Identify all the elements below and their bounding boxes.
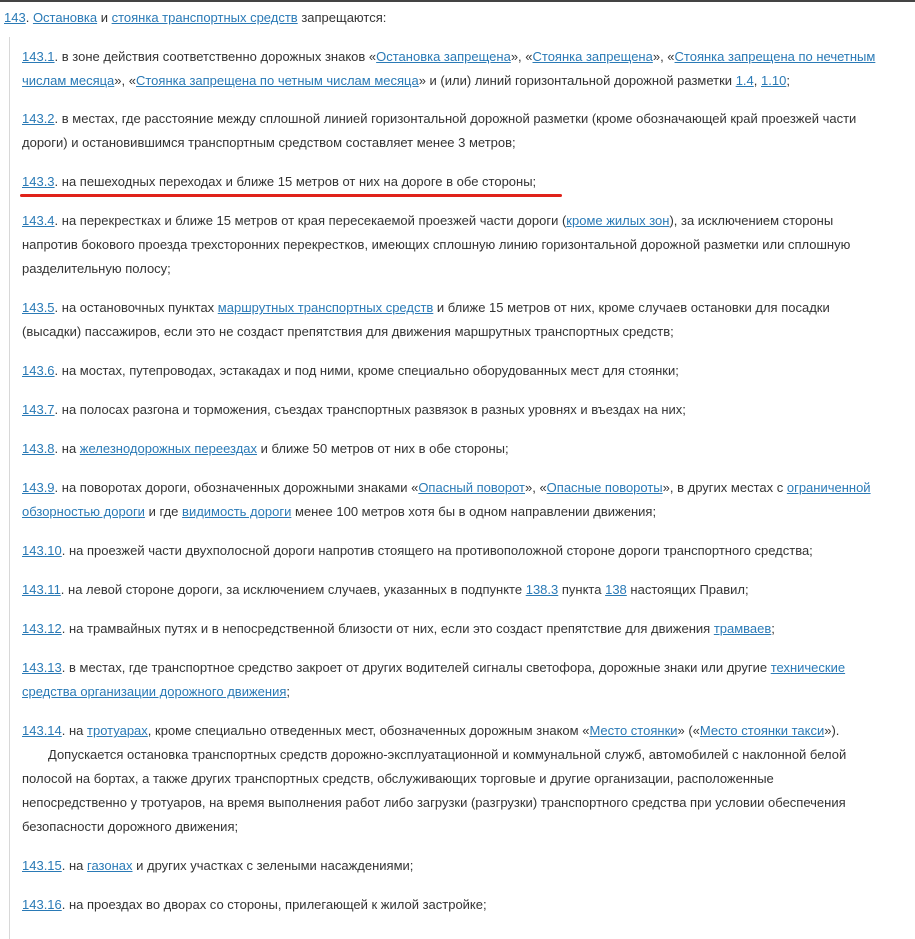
clause-link-143-16[interactable]: 143.16 — [22, 897, 62, 912]
text: », « — [510, 49, 533, 64]
subclause-143-14-exception: Допускается остановка транспортных средств дорожно-эксплуатационной и коммунальной служб, автомобилей с наклонной белой полосой на бортах, а также других транспортных средств, обслуживающих торговые и другие организации, расположенные непосредственно у тротуаров, на время выполнения работ либо загрузки (разгрузки) транспортного средства при условии обеспечения безопасности дорожного движения; — [22, 747, 847, 834]
clause-link-143-1[interactable]: 143.1 — [22, 49, 55, 64]
subclause-143-13 — [22, 656, 880, 704]
clause-link-143-6[interactable]: 143.6 — [22, 363, 55, 378]
text: настоящих Правил; — [626, 582, 749, 597]
subclause-143-10 — [22, 539, 880, 563]
clause-link-143-8[interactable]: 143.8 — [22, 441, 55, 456]
link-trams[interactable]: трамваев — [713, 621, 772, 636]
text: пункта — [558, 582, 606, 597]
text: и ближе 15 метров от них, кроме случаев остановки для посадки (высадки) пассажиров, если это не создаст препятствия для движения маршрутных транспортных средств; — [22, 300, 830, 339]
link-route-vehicles[interactable]: маршрутных транспортных средств — [217, 300, 434, 315]
text: . на полосах разгона и торможения, съездах транспортных развязок в разных уровнях и въездах на них; — [54, 402, 686, 417]
subclause-143-16 — [22, 893, 880, 917]
subclause-143-8 — [22, 437, 880, 461]
text: ; — [771, 621, 775, 636]
text: ; — [786, 73, 790, 88]
text: . на — [61, 858, 88, 873]
subclause-143-2 — [22, 107, 880, 155]
text: запрещаются: — [297, 10, 387, 25]
subclause-143-12 — [22, 617, 880, 641]
link-sign-no-parking-odd[interactable]: Стоянка запрещена по нечетным числам месяца — [22, 49, 876, 88]
text: . в местах, где расстояние между сплошной линией горизонтальной дорожной разметки (кроме обозначающей край проезжей части дороги) и остановившимся транспортным средством составляет менее 3 метров; — [22, 111, 857, 150]
text: и — [97, 10, 112, 25]
clause-link-143-3[interactable]: 143.3 — [22, 174, 55, 189]
red-highlight-underline — [20, 194, 562, 197]
text: . в местах, где транспортное средство закроет от других водителей сигналы светофора, дорожные знаки или другие — [61, 660, 771, 675]
link-except-living-zones[interactable]: кроме жилых зон — [566, 213, 670, 228]
text: . в зоне действия соответственно дорожных знаков « — [54, 49, 377, 64]
clause-link-143-5[interactable]: 143.5 — [22, 300, 55, 315]
subclause-143-7 — [22, 398, 880, 422]
top-border — [0, 0, 915, 2]
text: менее 100 метров хотя бы в одном направлении движения; — [291, 504, 657, 519]
link-marking-1-10[interactable]: 1.10 — [761, 73, 787, 88]
subclause-143-15 — [22, 854, 880, 878]
link-clause-138[interactable]: 138 — [605, 582, 627, 597]
text: . на мостах, путепроводах, эстакадах и под ними, кроме специально оборудованных мест для стоянки; — [54, 363, 679, 378]
subclause-143-11 — [22, 578, 880, 602]
link-sign-no-stopping[interactable]: Остановка запрещена — [376, 49, 511, 64]
link-sign-dangerous-turn[interactable]: Опасный поворот — [418, 480, 525, 495]
text: . на перекрестках и ближе 15 метров от края пересекаемой проезжей части дороги ( — [54, 213, 567, 228]
text: . на трамвайных путях и в непосредственной близости от них, если это создаст препятствие для движения — [61, 621, 714, 636]
subclause-143-5 — [22, 296, 880, 344]
clause-link-143-15[interactable]: 143.15 — [22, 858, 62, 873]
subclause-list — [9, 37, 890, 939]
text: » и (или) линий горизонтальной дорожной разметки — [418, 73, 736, 88]
clause-link-143-13[interactable]: 143.13 — [22, 660, 62, 675]
subclause-143-3 — [22, 170, 880, 194]
link-subclause-138-3[interactable]: 138.3 — [525, 582, 559, 597]
link-railway-crossings[interactable]: железнодорожных переездах — [79, 441, 258, 456]
link-sidewalks[interactable]: тротуарах — [87, 723, 148, 738]
text: , — [753, 73, 761, 88]
link-sign-dangerous-turns[interactable]: Опасные повороты — [546, 480, 663, 495]
link-sign-parking-place[interactable]: Место стоянки — [589, 723, 678, 738]
text: », в других местах с — [662, 480, 787, 495]
link-limited-visibility[interactable]: ограниченной обзорностью дороги — [22, 480, 871, 519]
paragraph-143-heading — [4, 9, 386, 27]
text: . на проездах во дворах со стороны, прилегающей к жилой застройке; — [61, 897, 487, 912]
text: . на пешеходных переходах и ближе 15 метров от них на дороге в обе стороны; — [54, 174, 537, 189]
link-sign-no-parking[interactable]: Стоянка запрещена — [532, 49, 653, 64]
text: », « — [114, 73, 136, 88]
subclause-143-14 — [22, 719, 880, 839]
text: . на остановочных пунктах — [54, 300, 218, 315]
clause-link-143[interactable]: 143 — [4, 10, 26, 25]
link-traffic-control-means[interactable]: технические средства организации дорожного движения — [22, 660, 846, 699]
text: . на левой стороне дороги, за исключением случаев, указанных в подпункте — [60, 582, 526, 597]
subclause-143-4 — [22, 209, 880, 281]
link-road-visibility[interactable]: видимость дороги — [182, 504, 292, 519]
text: », « — [652, 49, 675, 64]
text: », « — [524, 480, 547, 495]
text: . — [25, 10, 33, 25]
text: и других участках с зелеными насаждениями; — [132, 858, 414, 873]
text: и где — [144, 504, 183, 519]
clause-link-143-14[interactable]: 143.14 — [22, 723, 62, 738]
clause-link-143-9[interactable]: 143.9 — [22, 480, 55, 495]
link-lawns[interactable]: газонах — [87, 858, 133, 873]
link-parking[interactable]: стоянка транспортных средств — [111, 10, 298, 25]
clause-link-143-10[interactable]: 143.10 — [22, 543, 62, 558]
text: ), за исключением стороны напротив бокового проезда трехсторонних перекрестков, имеющих сплошную линию горизонтальной дорожной разметки или сплошную разделительную полосу; — [22, 213, 851, 276]
subclause-143-6 — [22, 359, 880, 383]
link-stop[interactable]: Остановка — [32, 10, 98, 25]
clause-link-143-2[interactable]: 143.2 — [22, 111, 55, 126]
clause-link-143-11[interactable]: 143.11 — [22, 582, 61, 597]
text: » (« — [677, 723, 700, 738]
text: ; — [286, 684, 290, 699]
link-marking-1-4[interactable]: 1.4 — [735, 73, 754, 88]
text: . на — [61, 723, 88, 738]
clause-link-143-7[interactable]: 143.7 — [22, 402, 55, 417]
text: . на поворотах дороги, обозначенных дорожными знаками « — [54, 480, 419, 495]
clause-link-143-12[interactable]: 143.12 — [22, 621, 62, 636]
subclause-143-1 — [22, 45, 880, 93]
text: и ближе 50 метров от них в обе стороны; — [257, 441, 509, 456]
link-sign-taxi-parking[interactable]: Место стоянки такси — [699, 723, 825, 738]
text: , кроме специально отведенных мест, обозначенных дорожным знаком « — [147, 723, 590, 738]
subclause-143-9 — [22, 476, 880, 524]
clause-link-143-4[interactable]: 143.4 — [22, 213, 55, 228]
text: »). — [824, 723, 840, 738]
text: . на — [54, 441, 80, 456]
link-sign-no-parking-even[interactable]: Стоянка запрещена по четным числам месяца — [135, 73, 419, 88]
text: . на проезжей части двухполосной дороги напротив стоящего на противоположной стороне дороги транспортного средства; — [61, 543, 813, 558]
